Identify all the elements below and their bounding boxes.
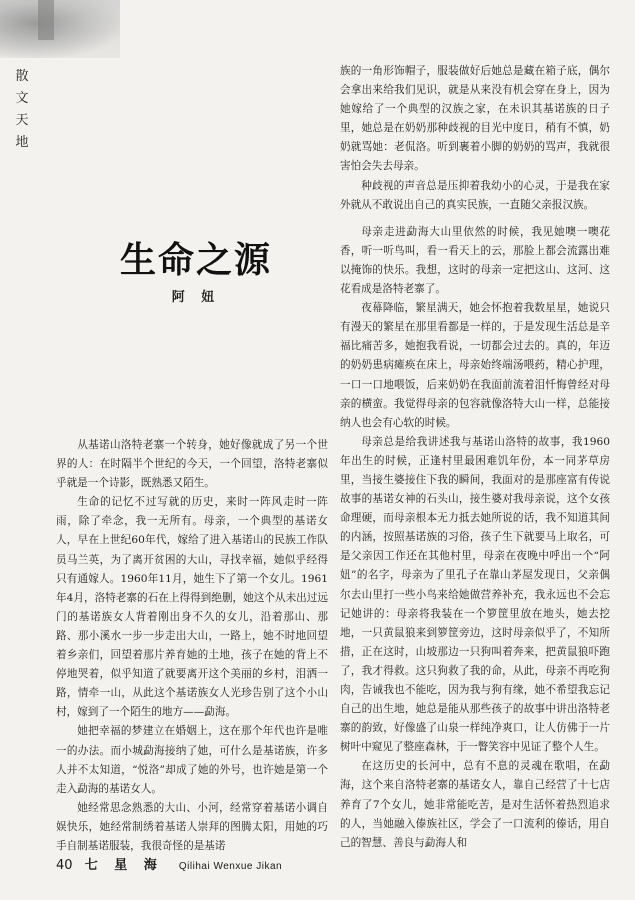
left-text-column <box>56 436 328 856</box>
magazine-name-roman: Qilihai Wenxue Jikan <box>178 861 283 872</box>
paragraph: 母亲走进勐海大山里依然的时候，我见她噢一噢花香，听一听鸟叫，看一看天上的云，那脸上都会流露出难以掩饰的快乐。我想，这时的母亲一定把这山、这河、这花看成是洛特老寨了。 <box>340 225 610 296</box>
page-footer <box>56 854 282 873</box>
section-label-char: 散 <box>15 69 29 84</box>
article-title: 生命之源 <box>119 240 272 281</box>
header-decoration-image <box>0 0 120 58</box>
header-decoration-mark <box>38 0 54 40</box>
section-label-char: 文 <box>15 91 29 106</box>
paragraph: 她把幸福的梦建立在婚姻上，这在那个年代也许是唯一的办法。而小城勐海接纳了她，可什么是基诺族，许多人并不太知道，“悦洛”却成了她的外号，也许她是第一个走入勐海的基诺女人。 <box>56 725 328 795</box>
section-label-char: 地 <box>15 135 29 150</box>
paragraph: 夜幕降临，繁星满天，她会怀抱着我数星星，她说只有漫天的繁星在那里看都是一样的，于是发现生活总是辛福比痛苦多，她抱我看说，一切都会过去的。真的，年迈的奶奶患病瘫痪在床上，母亲始终端汤喂药，精心护理，一口一口地喂饭，后来奶奶在我面前流着泪忏悔曾经对母亲的横蛮。我觉得母亲的包容就像洛特大山一样，总能接纳人也会有心软的时候。 <box>340 302 610 429</box>
paragraph: 从基诺山洛特老寨一个转身，她好像就成了另一个世界的人：在时隔半个世纪的今天，一个回望，洛特老寨似乎就是一个诗影，既熟悉又陌生。 <box>56 439 328 490</box>
paragraph: 她经常思念熟悉的大山、小河，经常穿着基诺小调自娱快乐，她经常制绣着基诺人崇拜的图腾太阳，用她的巧手自制基诺服装，我很奇怪的是基诺 <box>56 801 328 852</box>
page-number: 40 <box>56 858 73 873</box>
paragraph: 在这历史的长河中，总有不息的灵魂在歌唱，在勐海，这个来自洛特老寨的基诺女人，靠自己经营了十七店养育了7个女儿，她非常能吃苦，是对生活怀着热烈追求的人，当她融入傣族社区，学会了一口流利的傣话，用自己的智慧、善良与勐海人和 <box>340 760 610 849</box>
magazine-name: 七 星 海 <box>84 858 163 873</box>
paragraph: 种歧视的声音总是压抑着我幼小的心灵，于是我在家外就从不敢说出自己的真实民族，一直随父亲报汉族。 <box>340 179 610 211</box>
paragraph: 族的一角形饰帽子，服装做好后她总是藏在箱子底，偶尔会拿出来给我们见识，就是从来没有机会穿在身上，因为她嫁给了一个典型的汉族之家，在未识其基诺族的日子里，她总是在奶奶那种歧视的目光中度日，稍有不慎，奶奶就骂她：老侃洛。听到裹着小脚的奶奶的骂声，我就很害怕会失去母亲。 <box>340 65 610 173</box>
article-author: 阿 妞 <box>171 290 221 305</box>
section-label-char: 天 <box>15 113 29 128</box>
section-label <box>14 66 30 154</box>
paragraph: 生命的记忆不过写就的历史，来时一阵风走时一阵雨，除了牵念，我一无所有。母亲，一个典型的基诺女人，早在上世纪60年代，嫁给了进入基诺山的民族工作队员马兰英，为了离开贫困的大山，寻找幸福，她似乎经得只有通嫁人。1960年11月，她生下了第一个女儿。1961年4月，洛特老寨的石在上得得到绝删，她这个从未出过远门的基诺族女人背着刚出身不久的女儿，沿着那山、那路、那小溪水一步一步走出大山，一路上，她不时地回望着乡亲们，回望着那片养育她的土地，孩子在她的背上不停地哭着，似乎知道了就要离开这个美丽的乡村，泪洒一路，情牵一山，从此这个基诺族女人光珍告别了这个小山村，嫁到了一个陌生的地方——勐海。 <box>56 496 328 719</box>
right-text-column <box>340 62 610 853</box>
paragraph: 母亲总是给我讲述我与基诺山洛特的故事，我1960年出生的时候，正逢村里最困难饥年份，本一同茅草房里，当接生婆接住下我的瞬间，我面对的是那座富有传说故事的基诺女神的石头山，接生婆对我母亲说，这个女孩命理硬，而母亲根本无力抵去她所说的话，我不知道其间的内涵，按照基诺族的习俗，孩子生下就要马上取名，可是父亲因工作还在其他村里，母亲在夜晚中呼出一个“阿妞”的名字，母亲为了里孔子在靠山茅屋发现日，父亲偶尔去山里打一些小鸟来给她做营养补充，我永远也不会忘记她讲的：母亲将我装在一个箩筐里放在地头，她去挖地，一只黄鼠狼来到箩筐旁边，这时母亲似乎了，不知所措，正在这时，山坡那边一只狗叫着奔来，把黄鼠狼吓跑了，我才得救。这只狗救了我的命，从此，母亲不再吃狗肉，告诫我也不能吃，因为我与狗有缘，她不希望我忘记自己的出生地，她总是能从那些孩子的故事中讲出洛特老寨的韵致，好像盛了山泉一样纯净爽口，让人仿佛于一片树叶中窥见了整座森林，于一瞥笑容中见证了整个人生。 <box>340 435 610 754</box>
